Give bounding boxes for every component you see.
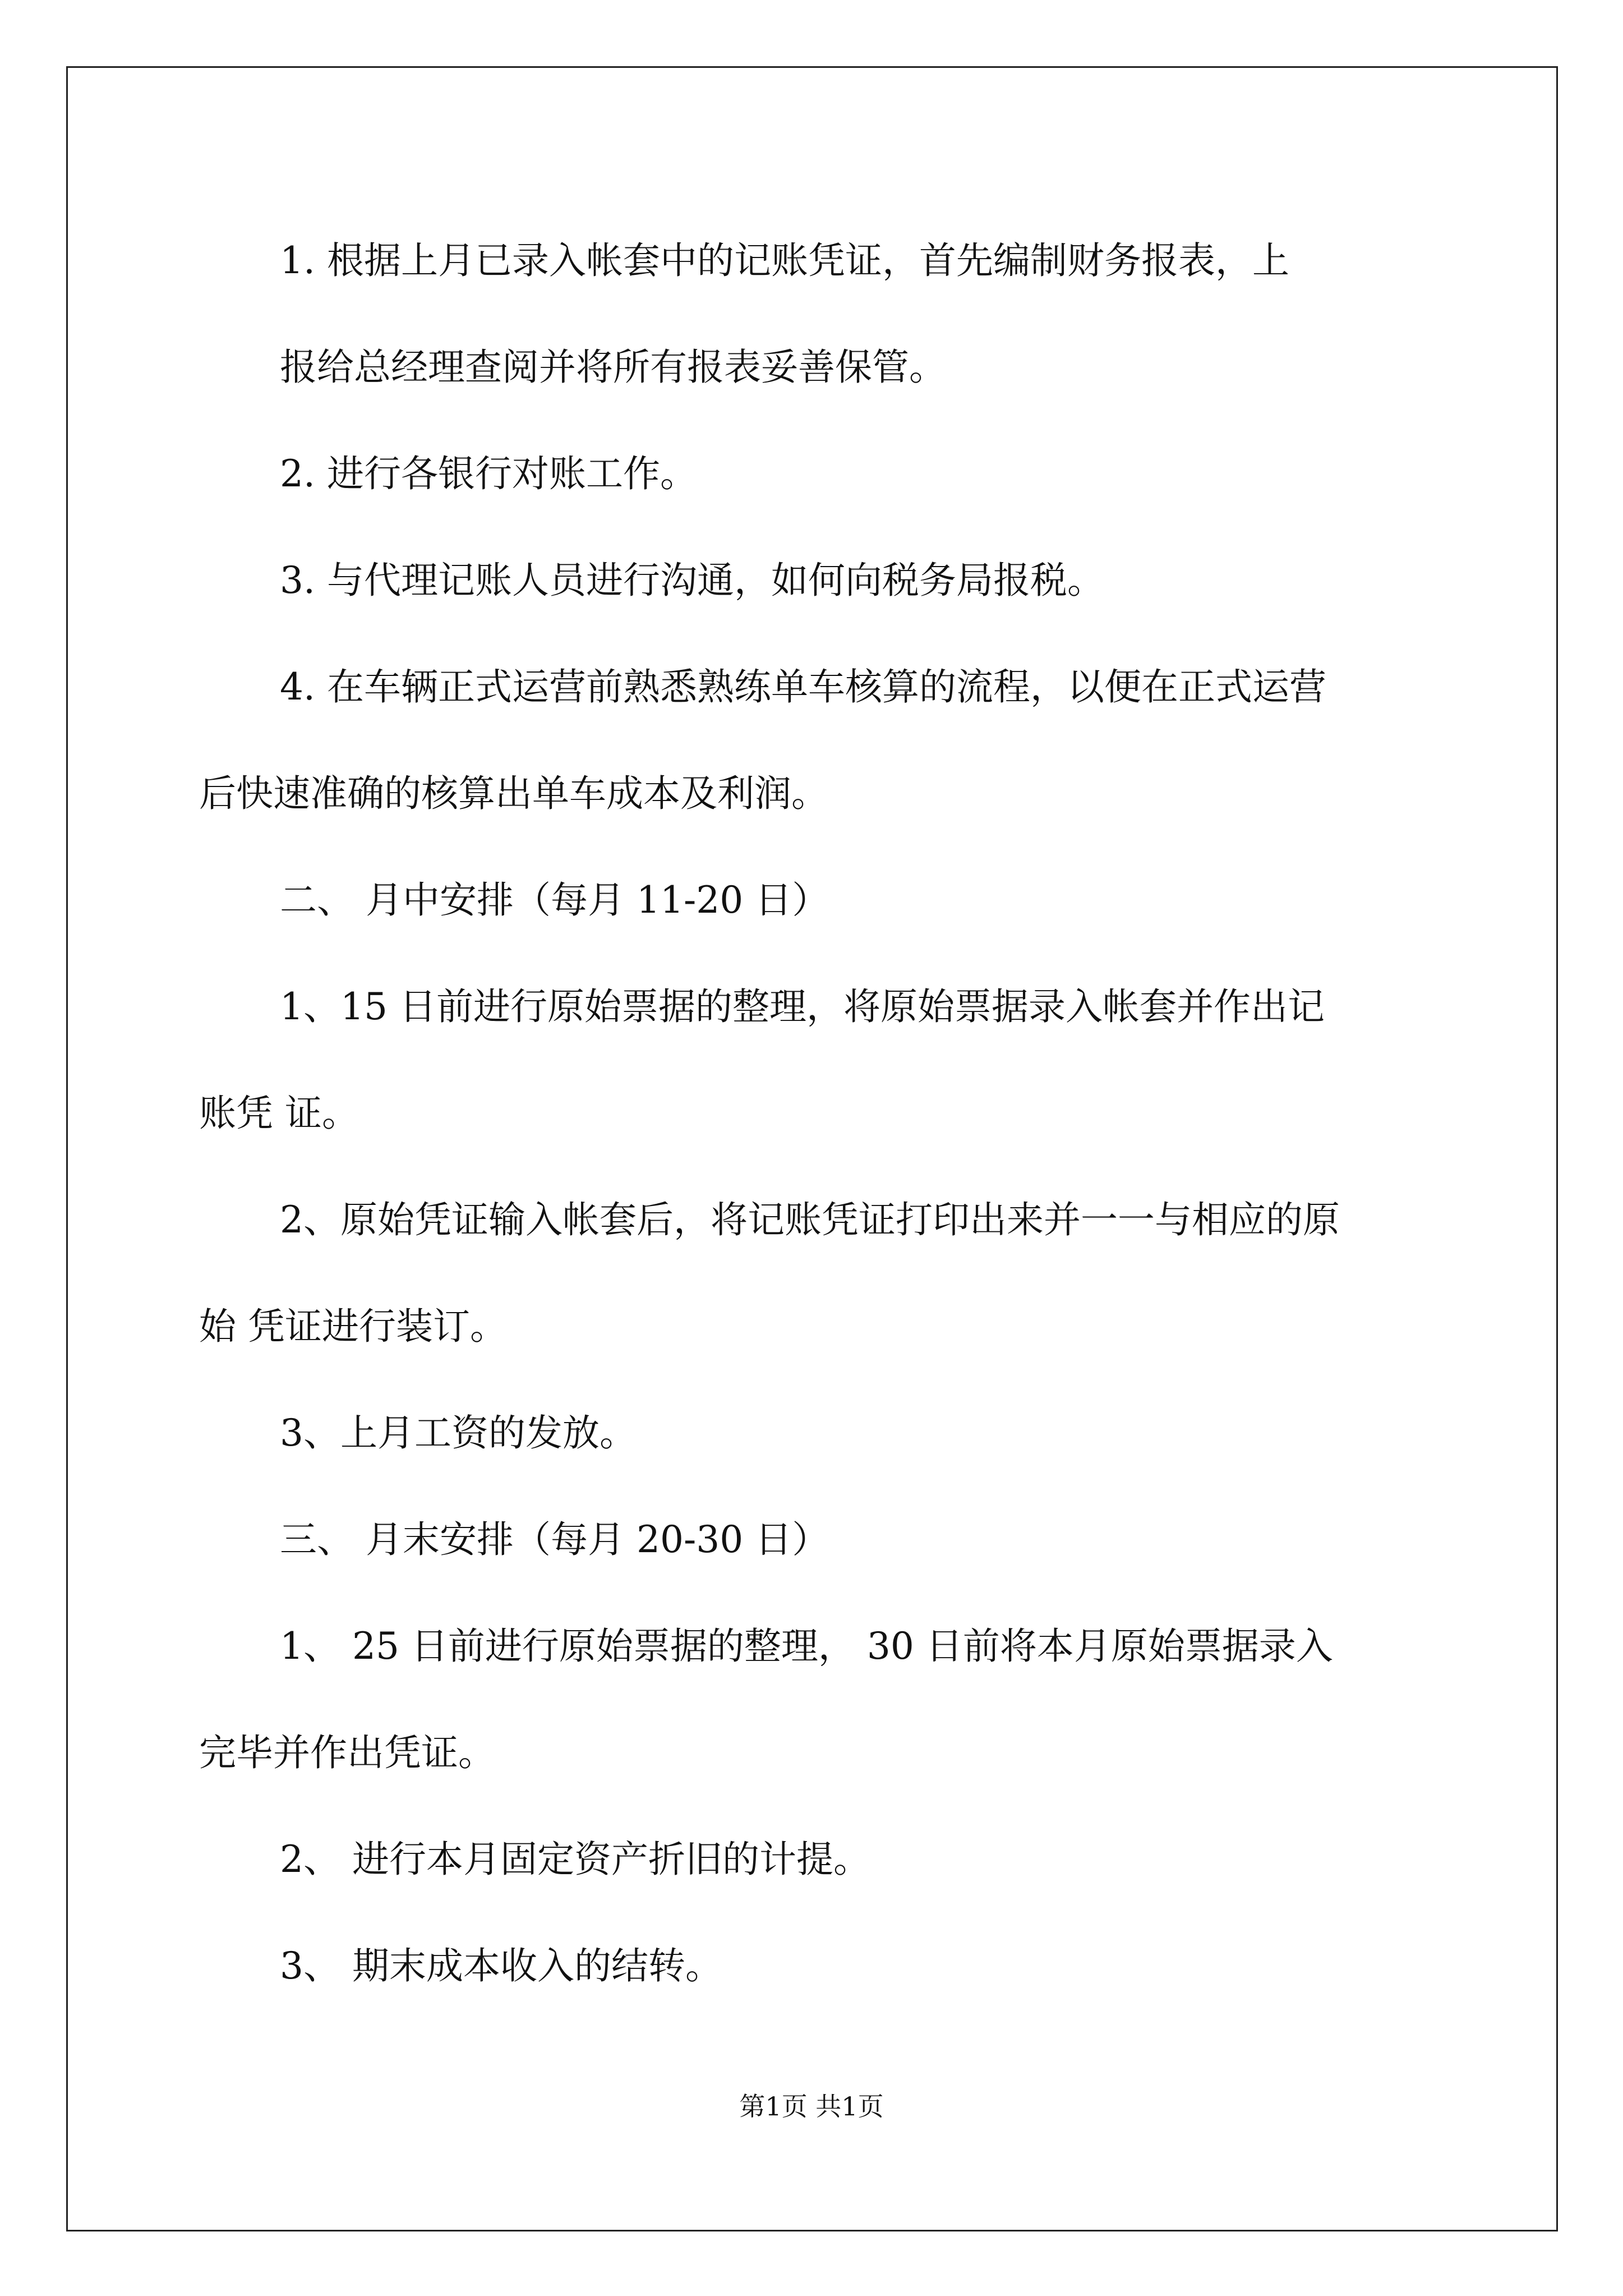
paragraph-4: [199, 634, 1433, 847]
paragraph-3: [199, 527, 1433, 634]
text-line: 3、 期末成本收入的结转。: [280, 1944, 722, 1987]
paragraph-10: [199, 1593, 1433, 1806]
text-line: 账凭 证。: [199, 1092, 359, 1135]
paragraph-6: [199, 954, 1433, 1167]
page-number-footer: 第1页 共1页: [739, 2091, 884, 2122]
text-line: 1、 25 日前进行原始票据的整理， 30 日前将本月原始票据录入: [280, 1625, 1333, 1668]
paragraph-8: [199, 1380, 1433, 1487]
section-heading-mid-month: [199, 847, 1433, 954]
text-line: 2、原始凭证输入帐套后，将记账凭证打印出来并一一与相应的原: [280, 1198, 1340, 1241]
text-line: 4. 在车辆正式运营前熟悉熟练单车核算的流程，以便在正式运营: [280, 665, 1326, 708]
text-line: 3. 与代理记账人员进行沟通，如何向税务局报税。: [280, 559, 1104, 602]
section-heading: 三、 月末安排（每月 20-30 日）: [280, 1518, 829, 1561]
text-line: 完毕并作出凭证。: [199, 1731, 495, 1774]
text-line: 报给总经理查阅并将所有报表妥善保管。: [280, 346, 946, 389]
text-line: 始 凭证进行装订。: [199, 1305, 507, 1348]
paragraph-12: [199, 1913, 1433, 2019]
paragraph-11: [199, 1806, 1433, 1913]
text-line: 2、 进行本月固定资产折旧的计提。: [280, 1838, 870, 1881]
paragraph-2: [199, 421, 1433, 527]
text-line: 2. 进行各银行对账工作。: [280, 452, 697, 495]
paragraph-7: [199, 1167, 1433, 1380]
document-body: [199, 208, 1433, 2019]
text-line: 1. 根据上月已录入帐套中的记账凭证，首先编制财务报表，上: [280, 239, 1289, 282]
text-line: 3、上月工资的发放。: [280, 1411, 637, 1455]
paragraph-1: [199, 208, 1433, 421]
text-line: 后快速准确的核算出单车成本及利润。: [199, 772, 828, 815]
section-heading: 二、 月中安排（每月 11-20 日）: [280, 878, 829, 922]
text-line: 1、15 日前进行原始票据的整理，将原始票据录入帐套并作出记: [280, 985, 1325, 1028]
section-heading-month-end: [199, 1487, 1433, 1593]
